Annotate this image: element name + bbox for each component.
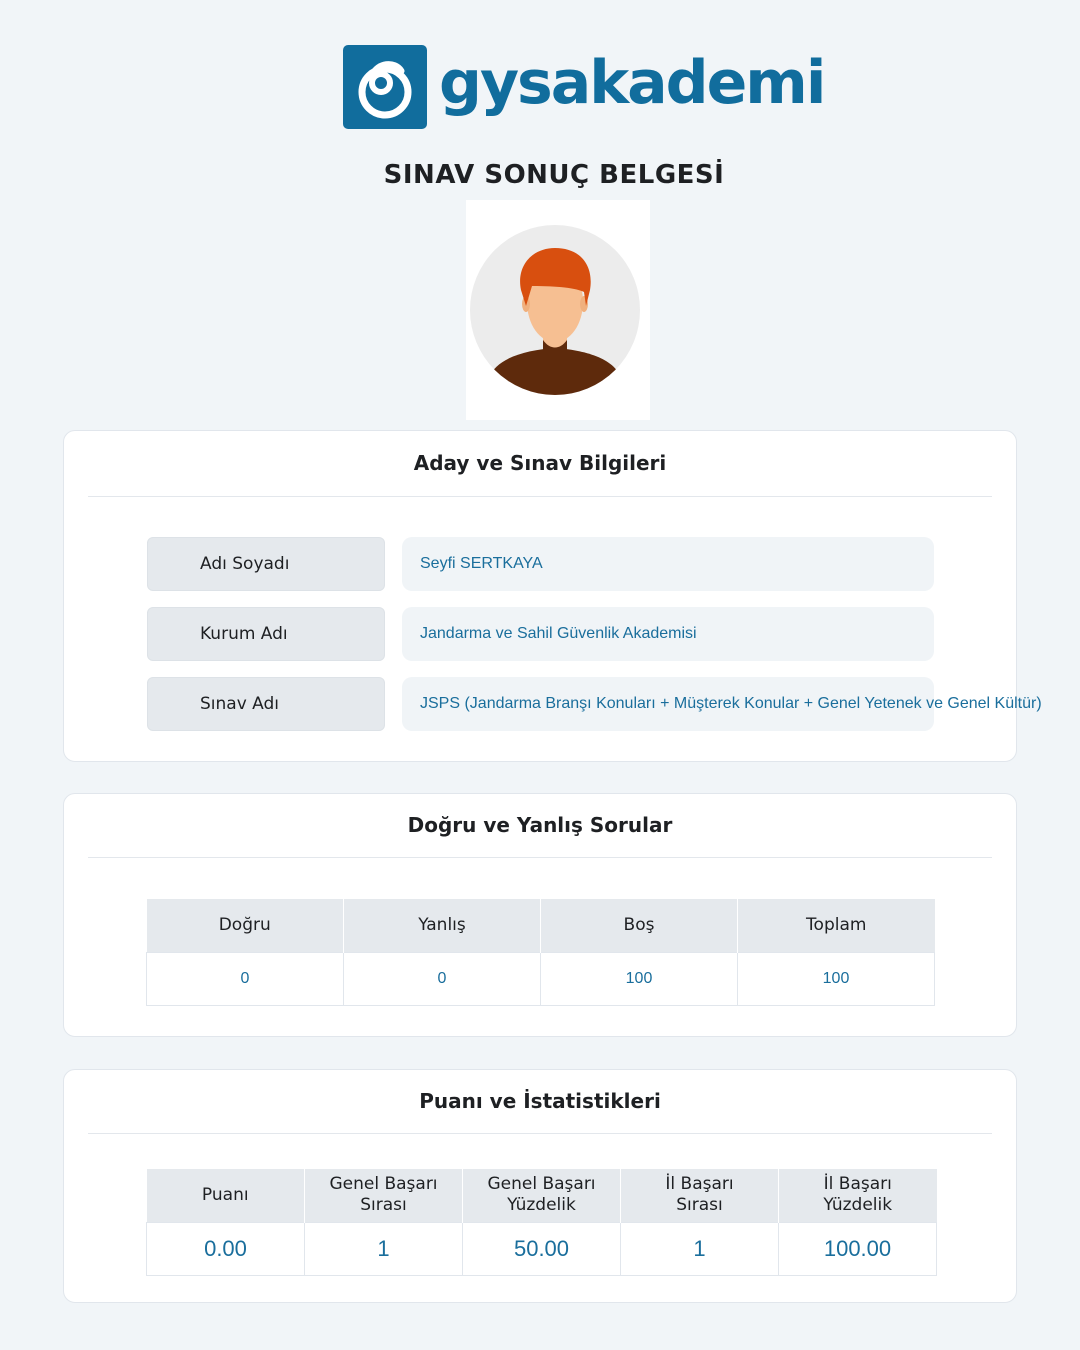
brand-logo-icon <box>343 45 427 129</box>
score-header: Puanı <box>147 1169 305 1222</box>
candidate-info-title: Aday ve Sınav Bilgileri <box>413 451 667 475</box>
score-card <box>63 1069 1017 1303</box>
province-percentile-value: 100.00 <box>779 1222 937 1275</box>
name-label: Adı Soyadı <box>147 537 385 591</box>
empty-header: Boş <box>541 899 738 952</box>
table-row <box>147 1222 937 1275</box>
wrong-header: Yanlış <box>344 899 541 952</box>
correct-header: Doğru <box>147 899 344 952</box>
candidate-photo <box>466 200 650 420</box>
general-percentile-value: 50.00 <box>463 1222 621 1275</box>
candidate-info-card <box>63 430 1042 762</box>
total-count: 100 <box>738 952 935 1005</box>
province-percentile-header: İl Başarı Yüzdelik <box>779 1169 937 1222</box>
general-percentile-header: Genel Başarı Yüzdelik <box>463 1169 621 1222</box>
institution-value: Jandarma ve Sahil Güvenlik Akademisi <box>402 607 934 661</box>
general-rank-value: 1 <box>305 1222 463 1275</box>
document-title: SINAV SONUÇ BELGESİ <box>383 160 725 190</box>
divider <box>88 857 992 858</box>
province-rank-value: 1 <box>621 1222 779 1275</box>
divider <box>88 1133 992 1134</box>
wrong-count: 0 <box>344 952 541 1005</box>
score-value: 0.00 <box>147 1222 305 1275</box>
institution-label: Kurum Adı <box>147 607 385 661</box>
table-header-row <box>147 899 935 952</box>
brand-name: gysakademi <box>439 48 825 118</box>
score-table <box>146 1169 937 1276</box>
answers-card <box>63 793 1017 1037</box>
exam-label: Sınav Adı <box>147 677 385 731</box>
exam-value: JSPS (Jandarma Branşı Konuları + Müşterek Konular + Genel Yetenek ve Genel Kültür) <box>402 677 934 731</box>
correct-count: 0 <box>147 952 344 1005</box>
score-title: Puanı ve İstatistikleri <box>419 1089 661 1113</box>
general-rank-header: Genel Başarı Sırası <box>305 1169 463 1222</box>
answers-title: Doğru ve Yanlış Sorular <box>407 813 673 837</box>
table-header-row <box>147 1169 937 1222</box>
answers-table <box>146 899 935 1006</box>
name-value: Seyfi SERTKAYA <box>402 537 934 591</box>
avatar-icon <box>466 200 650 420</box>
table-row <box>147 952 935 1005</box>
divider <box>88 496 992 497</box>
province-rank-header: İl Başarı Sırası <box>621 1169 779 1222</box>
brand-logo <box>343 45 824 129</box>
total-header: Toplam <box>738 899 935 952</box>
empty-count: 100 <box>541 952 738 1005</box>
